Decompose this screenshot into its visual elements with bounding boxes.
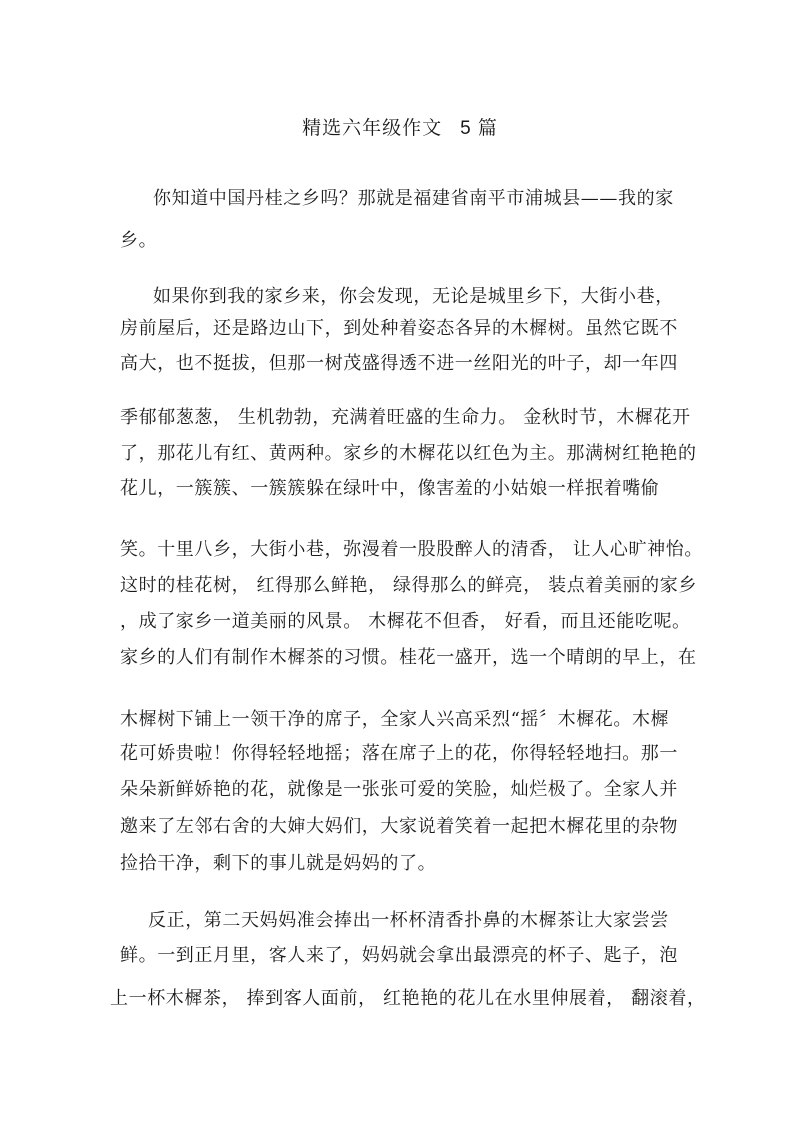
text-line: 房前屋后，还是路边山下，到处种着姿态各异的木樨树。虽然它既不 [120,318,678,339]
title-number: 5 篇 [460,118,498,139]
text-line: 了，那花儿有红、黄两种。家乡的木樨花以红色为主。那满树红艳艳的 [120,443,697,464]
text-line: 木樨树下铺上一领干净的席子，全家人兴高采烈“摇〞木樨花。木樨 [120,709,670,730]
text-line: 家乡的人们有制作木樨茶的习惯。桂花一盛开，选一个晴朗的早上，在 [120,647,697,668]
text-line: 花可娇贵啦！你得轻轻地摇；落在席子上的花，你得轻轻地扫。那一 [120,743,678,764]
text-line: 这时的桂花树， 红得那么鲜艳， 绿得那么的鲜亮， 装点着美丽的家乡 [120,575,697,596]
document-title [0,113,800,140]
text-line: 朵朵新鲜娇艳的花，就像是一张张可爱的笑脸，灿烂极了。全家人并 [120,779,678,800]
text-line: 捡拾干净，剩下的事儿就是妈妈的了。 [120,853,437,874]
text-line: 上一杯木樨茶， 捧到客人面前， 红艳艳的花儿在水里伸展着， 翻滚着， [110,988,706,1009]
text-line: 你知道中国丹桂之乡吗？那就是福建省南平市浦城县——我的家 [153,188,674,209]
text-line: 如果你到我的家乡来，你会发现，无论是城里乡下，大街小巷， [153,286,674,307]
text-line: 花儿，一簇簇、一簇簇躲在绿叶中，像害羞的小姑娘一样抿着嘴偷 [120,478,660,499]
text-line: 高大，也不挺拔，但那一树茂盛得透不进一丝阳光的叶子，却一年四 [120,353,678,374]
text-line: 鲜。一到正月里，客人来了，妈妈就会拿出最漂亮的杯子、匙子，泡 [120,945,678,966]
text-line: 笑。十里八乡，大街小巷，弥漫着一股股醉人的清香， 让人心旷神怡。 [120,539,703,560]
text-line: 邀来了左邻右舍的大婶大妈们，大家说着笑着一起把木樨花里的杂物 [120,816,678,837]
title-text: 精选六年级作文 [302,117,443,139]
text-line: ，成了家乡一道美丽的风景。 木樨花不但香， 好看，而且还能吃呢。 [120,611,691,632]
text-line: 反正，第二天妈妈准会捧出一杯杯清香扑鼻的木樨茶让大家尝尝 [148,910,669,931]
text-line: 乡。 [120,230,158,251]
text-line: 季郁郁葱葱， 生机勃勃，充满着旺盛的生命力。 金秋时节，木樨花开 [120,407,691,428]
